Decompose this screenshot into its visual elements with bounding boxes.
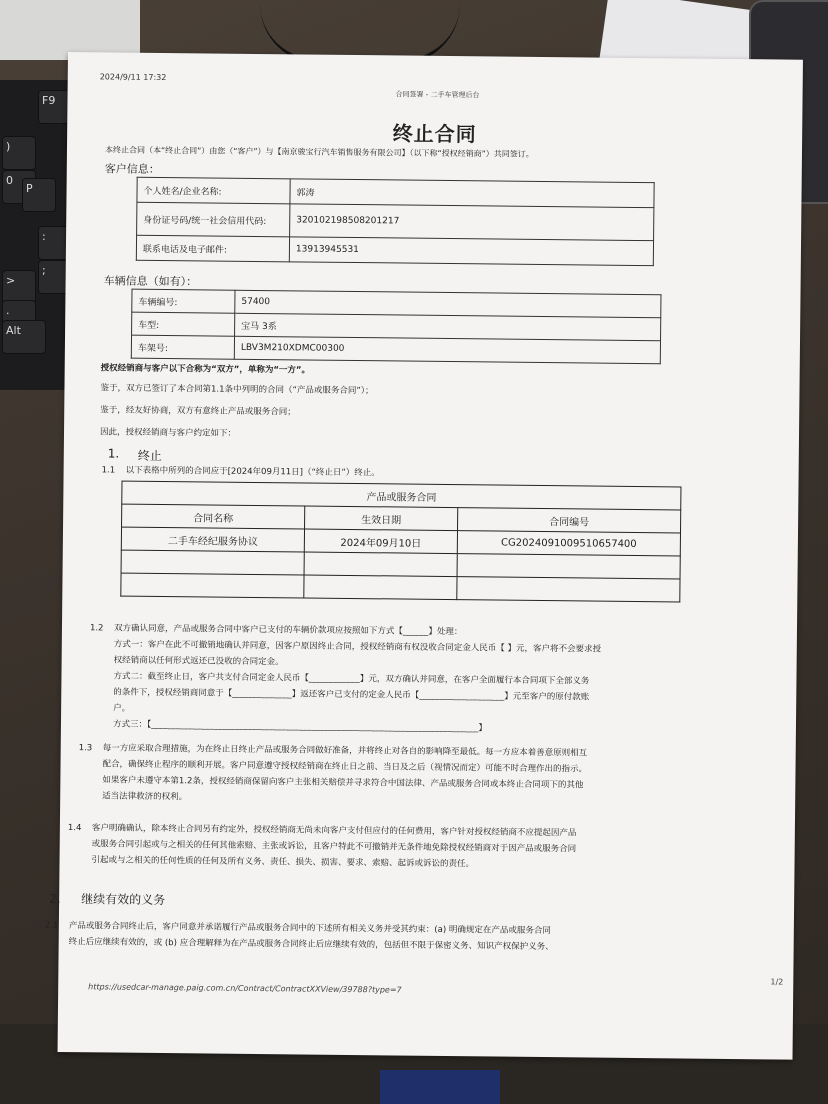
clause-text: 配合，确保终止程序的顺利开展。客户同意遵守授权经销商在终止日之前、当日及之后（视情况而定）可能不时合理作出的指示。 (102, 759, 588, 775)
section-number: 2. (49, 891, 61, 906)
clause-text: 方式三：【_____________________________________________________________________________】 (112, 719, 488, 734)
key: . (2, 300, 36, 334)
clause-number: 1.3 (78, 743, 93, 754)
clause-text: 如果客户未遵守本第1.2条，授权经销商保留向客户主张相关赔偿并寻求符合中国法律、产品或服务合同或本终止合同项下的其他 (102, 775, 584, 791)
key: ; (38, 260, 72, 294)
table-header: 合同名称 (122, 504, 305, 529)
table-label: 联系电话及电子邮件: (136, 235, 289, 262)
print-datetime: 2024/9/11 17:32 (99, 72, 167, 83)
contract-table (120, 481, 681, 603)
recital: 鉴于，双方已签订了本合同第1.1条中列明的合同（“产品或服务合同”）； (100, 383, 374, 397)
clause-text: 每一方应采取合理措施，为在终止日终止产品或服务合同做好准备，并将终止对各自的影响降至最低。每一方应本着善意原则相互 (102, 743, 588, 759)
clause-text: 双方确认同意，产品或服务合同中客户已支付的车辆价款项应按照如下方式【______】处理： (113, 623, 463, 638)
page-number: 1/2 (770, 977, 784, 987)
table-value: 宝马 3系 (235, 313, 661, 340)
table-cell: CG2024091009510657400 (457, 531, 680, 556)
document-title: 终止合同 (392, 121, 477, 147)
table-value: LBV3M210XDMC00300 (234, 336, 660, 363)
table-label: 个人姓名/企业名称: (137, 177, 290, 204)
key: ) (2, 136, 36, 170)
vehicle-section-heading: 车辆信息（如有）： (103, 274, 198, 289)
table-label: 车架号: (131, 335, 234, 359)
customer-info-table (136, 177, 655, 266)
table-value: 57400 (235, 290, 661, 317)
key: F9 (38, 90, 72, 124)
table-header: 生效日期 (305, 506, 458, 531)
section-number: 1. (107, 446, 120, 461)
key: 0 (2, 170, 36, 204)
clause-number: 1.1 (101, 465, 116, 476)
table-cell: 2024年09月10日 (304, 529, 457, 554)
recital: 鉴于，经友好协商，双方有意终止产品或服务合同； (100, 405, 296, 418)
background-blue-object (380, 1070, 500, 1104)
table-row (131, 335, 660, 364)
table-row (136, 235, 653, 265)
clause-text: 方式二：截至终止日，客户共支付合同定金人民币【____________】元，双方确认并同意，在客户全面履行本合同项下全部义务 (113, 671, 590, 687)
table-value: 郭涛 (290, 179, 654, 208)
table-cell: 二手车经纪服务协议 (121, 527, 304, 552)
recital: 授权经销商与客户以下合称为“双方”，单称为“一方”。 (100, 363, 311, 376)
key: : (38, 226, 72, 260)
table-label: 身份证号码/统一社会信用代码: (137, 202, 290, 237)
section-title: 终止 (137, 448, 162, 464)
clause-text: 客户明确确认，除本终止合同另有约定外，授权经销商无尚未向客户支付但应付的任何费用，客户针对授权经销商不应提起因产品 (91, 823, 577, 839)
clause-text: 引起或与之相关的任何性质的任何及所有义务、责任、损失、损害、要求、索赔、起诉或诉讼的责任。 (91, 855, 475, 870)
clause-text: 适当法律救济的权利。 (102, 791, 188, 803)
vehicle-info-table (131, 289, 662, 365)
clause-text: 以下表格中所列的合同应于[2024年09月11日]（“终止日”）终止。 (125, 465, 380, 479)
table-value: 13913945531 (289, 237, 653, 266)
clause-text: 户。 (113, 703, 131, 714)
key: P (22, 178, 56, 212)
clause-text: 的条件下，授权经销商同意于【______________】返还客户已支付的定金人民币【____________________】元至客户的原付款账 (113, 687, 590, 703)
clause-text: 产品或服务合同终止后，客户同意并承诺履行产品或服务合同中的下述所有相关义务并受其约束：(a) 明确规定在产品或服务合同 (68, 921, 551, 937)
key: > (2, 270, 36, 304)
clause-number: 1.2 (89, 623, 104, 634)
recital: 因此，授权经销商与客户约定如下： (99, 427, 237, 439)
background-paper-stack (0, 0, 140, 60)
table-label: 车型: (132, 312, 235, 336)
clause-text: 终止后应继续有效的，或 (b) 应合理解释为在产品或服务合同终止后应继续有效的，包括但不限于保密义务、知识产权保护义务、 (68, 937, 554, 953)
table-value: 320102198508201217 (290, 204, 654, 241)
table-label: 车辆编号: (132, 289, 235, 313)
clause-number: 1.4 (67, 823, 82, 834)
print-page-title: 合同签署 - 二手车管理后台 (395, 90, 480, 100)
clause-text: 权经销商以任何形式返还已没收的合同定金。 (113, 655, 284, 668)
clause-text: 方式一：客户在此不可撤销地确认并同意，因客户原因终止合同，授权经销商有权没收合同定金人民币【 】元，客户将不会要求授 (113, 639, 602, 655)
table-caption: 产品或服务合同 (122, 481, 681, 510)
footer-url: https://usedcar-manage.paig.com.cn/Contract/ContractXXView/39788?type=7 (88, 982, 402, 995)
table-row (137, 202, 654, 240)
section-title: 继续有效的义务 (81, 892, 166, 908)
customer-section-heading: 客户信息： (104, 162, 160, 176)
table-row (121, 573, 680, 602)
key: Alt (2, 320, 46, 354)
table-header: 合同编号 (458, 508, 681, 533)
intro-paragraph: 本终止合同（本“终止合同”）由您（“客户”）与【南京骏宝行汽车销售服务有限公司】（以下称“授权经销商”）共同签订。 (104, 145, 534, 159)
clause-text: 或服务合同引起或与之相关的任何其他索赔、主张或诉讼，且客户特此不可撤销并无条件地免除授权经销商对于因产品或服务合同 (91, 839, 577, 855)
clause-number: 2.1 (44, 920, 59, 931)
